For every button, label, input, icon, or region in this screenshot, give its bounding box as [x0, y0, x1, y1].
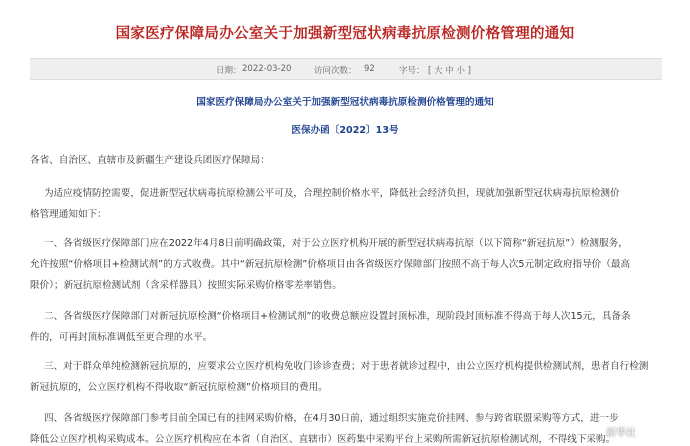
paragraph-3-line: 新冠抗原的，公立医疗机构不得收取“新冠抗原检测”价格项目的费用。	[30, 382, 328, 393]
article-meta-bar	[30, 58, 662, 80]
document-number: 医保办函〔2022〕13号	[291, 125, 399, 136]
paragraph-4-line: 四、各省级医疗保障部门参考目前全国已有的挂网采购价格，在4月30日前，通过组织实施竞价挂网、参与跨省联盟采购等方式，进一步	[44, 413, 619, 424]
page-title: 国家医疗保障局办公室关于加强新型冠状病毒抗原检测价格管理的通知	[115, 26, 575, 42]
source-watermark: 新华社	[606, 428, 636, 439]
salutation: 各省、自治区、直辖市及新疆生产建设兵团医疗保障局：	[30, 155, 270, 166]
intro-paragraph-line: 为适应疫情防控需要，促进新型冠状病毒抗原检测公平可及，合理控制价格水平，降低社会经济负担，现就加强新型冠状病毒抗原检测价	[44, 188, 620, 199]
font-size-label: 字号：	[399, 66, 425, 76]
paragraph-4-line: 降低公立医疗机构采购成本。公立医疗机构应在本省（自治区、直辖市）医药集中采购平台上采购所需新冠抗原检测试剂，不得线下采购。	[30, 434, 616, 445]
view-count: 92	[364, 64, 375, 74]
paragraph-1-line: 限价）；新冠抗原检测试剂（含采样器具）按照实际采购价格零差率销售。	[30, 280, 342, 291]
views-label: 访问次数：	[314, 66, 357, 76]
paragraph-2-line: 件的，可再封顶标准调低至更合理的水平。	[30, 332, 213, 343]
publish-date: 2022-03-20	[242, 64, 292, 74]
font-size-switcher[interactable]: [ 大 中 小 ]	[428, 66, 471, 76]
document-subtitle: 国家医疗保障局办公室关于加强新型冠状病毒抗原检测价格管理的通知	[196, 97, 494, 108]
paragraph-1-line: 允许按照“价格项目+检测试剂”的方式收费。其中“新冠抗原检测”价格项目由各省级医疗保障部门按照不高于每人次5元制定政府指导价（最高	[30, 259, 631, 270]
paragraph-1-line: 一、各省级医疗保障部门应在2022年4月8日前明确政策，对于公立医疗机构开展的新型冠状病毒抗原（以下简称“新冠抗原”）检测服务，	[44, 238, 628, 249]
date-label: 日期：	[216, 66, 242, 76]
paragraph-3-line: 三、对于群众单纯检测新冠抗原的，应要求公立医疗机构免收门诊诊查费；对于患者就诊过程中，由公立医疗机构提供检测试剂，患者自行检测	[44, 361, 649, 372]
paragraph-2-line: 二、各省级医疗保障部门对新冠抗原检测“价格项目+检测试剂”的收费总额应设置封顶标准，现阶段封顶标准不得高于每人次15元，具备条	[44, 311, 631, 322]
intro-paragraph-line: 格管理通知如下：	[30, 209, 107, 220]
